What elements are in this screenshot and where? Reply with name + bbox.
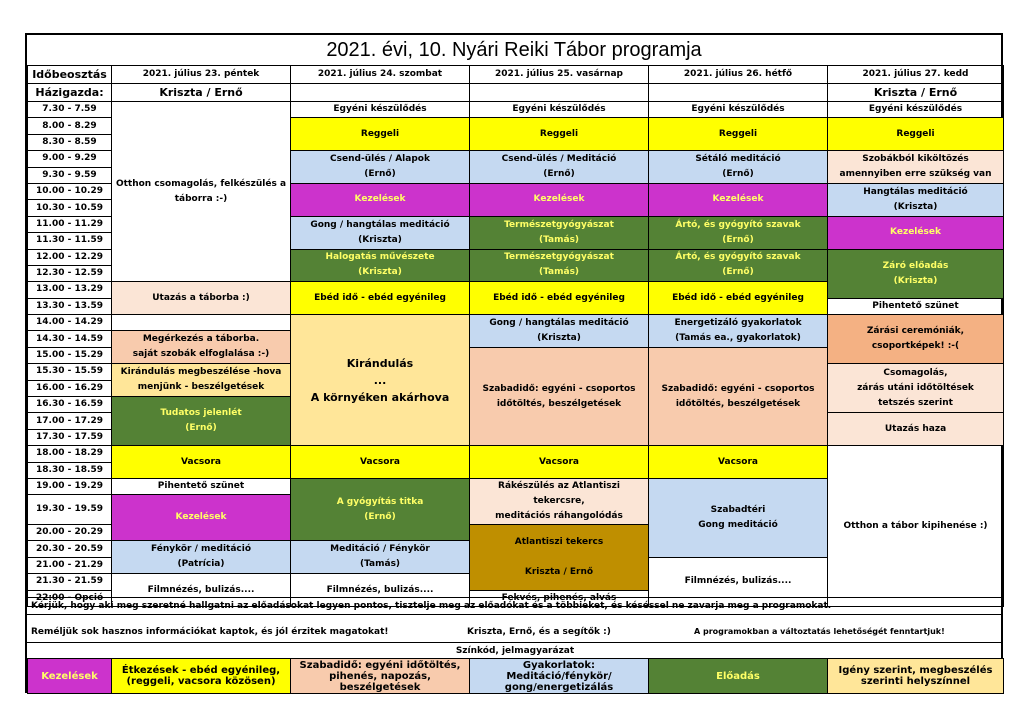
header-row — [28, 66, 1004, 84]
day-header: 2021. július 26. hétfő — [649, 66, 828, 84]
treatment-cell: Kezelések — [649, 183, 828, 216]
breakfast-cell: Reggeli — [649, 118, 828, 151]
d3-nature-cell: Természetgyógyászat (Tamás) — [470, 249, 649, 282]
d4-words-cell: Ártó, és gyógyító szavak (Ernő) — [649, 249, 828, 282]
d2-silence-cell: Csend-ülés / Alapok (Ernő) — [291, 151, 470, 184]
time-slot: 15.00 - 15.29 — [28, 347, 112, 363]
lunch-cell: Ebéd idő - ebéd egyénileg — [649, 282, 828, 315]
host-label: Házigazda: — [28, 84, 112, 102]
d3-atlantis-cell: Atlantiszi tekercs Kriszta / Ernő — [470, 524, 649, 590]
day-header: 2021. július 27. kedd — [828, 66, 1004, 84]
time-slot: 14.00 - 14.29 — [28, 315, 112, 331]
time-slot: 12.00 - 12.29 — [28, 249, 112, 265]
d2-gong-cell: Gong / hangtálas meditáció (Kriszta) — [291, 216, 470, 249]
d2-proc-cell: Halogatás művészete (Kriszta) — [291, 249, 470, 282]
d1-light-cell: Fénykör / meditáció (Patrícia) — [112, 541, 291, 574]
host-day1: Kriszta / Ernő — [112, 84, 291, 102]
time-slot: 20.30 - 20.59 — [28, 541, 112, 557]
d3-free-cell: Szabadidő: egyéni - csoportos időtöltés, beszélgetések — [470, 347, 649, 445]
legend-lecture: Előadás — [649, 659, 828, 694]
legend-meals: Étkezések - ebéd egyénileg, (reggeli, vacsora közösen) — [112, 659, 291, 694]
dinner-cell: Vacsora — [291, 446, 470, 479]
breakfast-cell: Reggeli — [828, 118, 1004, 151]
d2-trip-cell: Kirándulás ... A környéken akárhova — [291, 315, 470, 446]
d4-energy-cell: Energetizáló gyakorlatok (Tamás ea., gyakorlatok) — [649, 315, 828, 348]
d1-film-cell: Filmnézés, bulizás.... — [112, 574, 291, 607]
time-slot: 20.00 - 20.29 — [28, 524, 112, 540]
dinner-cell: Vacsora — [470, 446, 649, 479]
note-wishes — [27, 614, 1003, 642]
dinner-cell: Vacsora — [112, 446, 291, 479]
time-slot: 21.30 - 21.59 — [28, 574, 112, 590]
program-sheet — [25, 33, 1003, 693]
breakfast-cell: Reggeli — [291, 118, 470, 151]
time-slot: 14.30 - 14.59 — [28, 331, 112, 347]
time-slot: 11.30 - 11.59 — [28, 233, 112, 249]
d2-med-cell: Meditáció / Fénykör (Tamás) — [291, 541, 470, 574]
d4-words-cell: Ártó, és gyógyító szavak (Ernő) — [649, 216, 828, 249]
d4-film-cell: Filmnézés, bulizás.... — [649, 557, 828, 606]
time-slot: 7.30 - 7.59 — [28, 102, 112, 118]
d5-bowl-cell: Hangtálas meditáció (Kriszta) — [828, 183, 1004, 216]
legend-free-time: Szabadidő: egyéni időtöltés, pihenés, napozás, beszélgetések — [291, 659, 470, 694]
time-slot: 8.00 - 8.29 — [28, 118, 112, 134]
empty-cell — [112, 315, 291, 331]
schedule-table — [27, 65, 1004, 607]
legend-title: Színkód, jelmagyarázat — [27, 642, 1003, 658]
d5-rest-cell: Pihentető szünet — [828, 298, 1004, 314]
d1-presence-cell: Tudatos jelenlét (Ernő) — [112, 397, 291, 446]
note-right: A programokban a változtatás lehetőségét fenntartjuk! — [694, 627, 945, 636]
prep-cell: Egyéni készülődés — [828, 102, 1004, 118]
time-slot: 15.30 - 15.59 — [28, 364, 112, 380]
d5-home-cell: Otthon a tábor kipihenése :) — [828, 446, 1004, 607]
d1-travel-cell: Utazás a táborba :) — [112, 282, 291, 315]
day-header: 2021. július 23. péntek — [112, 66, 291, 84]
host-day5: Kriszta / Ernő — [828, 84, 1004, 102]
legend-on-demand: Igény szerint, megbeszélés szerinti helyszínnel — [828, 659, 1004, 694]
time-slot: 9.30 - 9.59 — [28, 167, 112, 183]
page-title: 2021. évi, 10. Nyári Reiki Tábor programja — [27, 35, 1001, 66]
breakfast-cell: Reggeli — [470, 118, 649, 151]
d2-film-cell: Filmnézés, bulizás.... — [291, 574, 470, 607]
note-left: Reméljük sok hasznos információkat kaptok, és jól érzitek magatokat! — [31, 627, 389, 637]
d4-free-cell: Szabadidő: egyéni - csoportos időtöltés, beszélgetések — [649, 347, 828, 445]
time-slot: 8.30 - 8.59 — [28, 134, 112, 150]
time-slot: 19.30 - 19.59 — [28, 495, 112, 525]
time-slot: 16.00 - 16.29 — [28, 380, 112, 396]
time-slot: 13.30 - 13.59 — [28, 298, 112, 314]
note-punctuality: Kérjük, hogy aki meg szeretné hallgatni az előadásokat legyen pontos, tisztelje meg az előadókat és a többieket, és késéssel ne zavarja meg a programokat. — [27, 597, 1003, 614]
host-row — [28, 84, 1004, 102]
time-slot: 10.30 - 10.59 — [28, 200, 112, 216]
lunch-cell: Ebéd idő - ebéd egyénileg — [470, 282, 649, 315]
d3-lie-cell: Fekvés, pihenés, alvás — [470, 590, 649, 606]
time-slot: 19.00 - 19.29 — [28, 478, 112, 494]
d5-final-cell: Záró előadás (Kriszta) — [828, 249, 1004, 298]
time-slot: 16.30 - 16.59 — [28, 397, 112, 413]
empty-cell — [291, 84, 470, 102]
empty-cell — [649, 84, 828, 102]
time-slot: 12.30 - 12.59 — [28, 265, 112, 281]
treatment-cell: Kezelések — [291, 183, 470, 216]
treatment-cell: Kezelések — [470, 183, 649, 216]
time-slot: 17.00 - 17.29 — [28, 413, 112, 429]
day-header: 2021. július 24. szombat — [291, 66, 470, 84]
time-slot: 18.30 - 18.59 — [28, 462, 112, 478]
time-slot: 9.00 - 9.29 — [28, 151, 112, 167]
d1-home-packing: Otthon csomagolás, felkészülés a táborra :-) — [112, 102, 291, 282]
d5-pack-cell: Csomagolás, zárás utáni időtöltések tetszés szerint — [828, 364, 1004, 413]
legend-treatment: Kezelések — [28, 659, 112, 694]
treatment-cell: Kezelések — [112, 495, 291, 541]
d3-nature-cell: Természetgyógyászat (Tamás) — [470, 216, 649, 249]
d4-walk-cell: Sétáló meditáció (Ernő) — [649, 151, 828, 184]
time-slot: 22:00 - Opció — [28, 590, 112, 606]
d5-travel-cell: Utazás haza — [828, 413, 1004, 446]
d5-checkout-cell: Szobákból kiköltözés amennyiben erre szükség van — [828, 151, 1004, 184]
note-signature: Kriszta, Ernő, és a segítők :) — [467, 627, 611, 637]
d1-rest-cell: Pihentető szünet — [112, 478, 291, 494]
prep-cell: Egyéni készülődés — [470, 102, 649, 118]
legend-practice: Gyakorlatok: Meditáció/fénykör/ gong/energetizálás — [470, 659, 649, 694]
prep-cell: Egyéni készülődés — [649, 102, 828, 118]
time-slot: 13.00 - 13.29 — [28, 282, 112, 298]
d3-silence-cell: Csend-ülés / Meditáció (Ernő) — [470, 151, 649, 184]
time-slot: 18.00 - 18.29 — [28, 446, 112, 462]
time-slot: 10.00 - 10.29 — [28, 183, 112, 199]
time-slot: 17.30 - 17.59 — [28, 429, 112, 445]
d3-tune-cell: Rákészülés az Atlantiszi tekercsre, meditációs ráhangolódás — [470, 478, 649, 524]
empty-cell — [470, 84, 649, 102]
d3-gong-cell: Gong / hangtálas meditáció (Kriszta) — [470, 315, 649, 348]
d4-outdoor-cell: Szabadtéri Gong meditáció — [649, 478, 828, 557]
dinner-cell: Vacsora — [649, 446, 828, 479]
treatment-cell: Kezelések — [828, 216, 1004, 249]
time-header: Időbeosztás — [28, 66, 112, 84]
d2-healing-cell: A gyógyítás titka (Ernő) — [291, 478, 470, 540]
prep-cell: Egyéni készülődés — [291, 102, 470, 118]
time-slot: 21.00 - 21.29 — [28, 557, 112, 573]
d1-trip-review-cell: Kirándulás megbeszélése -hova menjünk - beszélgetések — [112, 364, 291, 397]
d1-arrive-cell: Megérkezés a táborba. saját szobák elfoglalása :-) — [112, 331, 291, 364]
color-legend — [27, 658, 1004, 694]
day-header: 2021. július 25. vasárnap — [470, 66, 649, 84]
lunch-cell: Ebéd idő - ebéd egyénileg — [291, 282, 470, 315]
time-slot: 11.00 - 11.29 — [28, 216, 112, 232]
d5-closing-cell: Zárási ceremóniák, csoportképek! :-( — [828, 315, 1004, 364]
